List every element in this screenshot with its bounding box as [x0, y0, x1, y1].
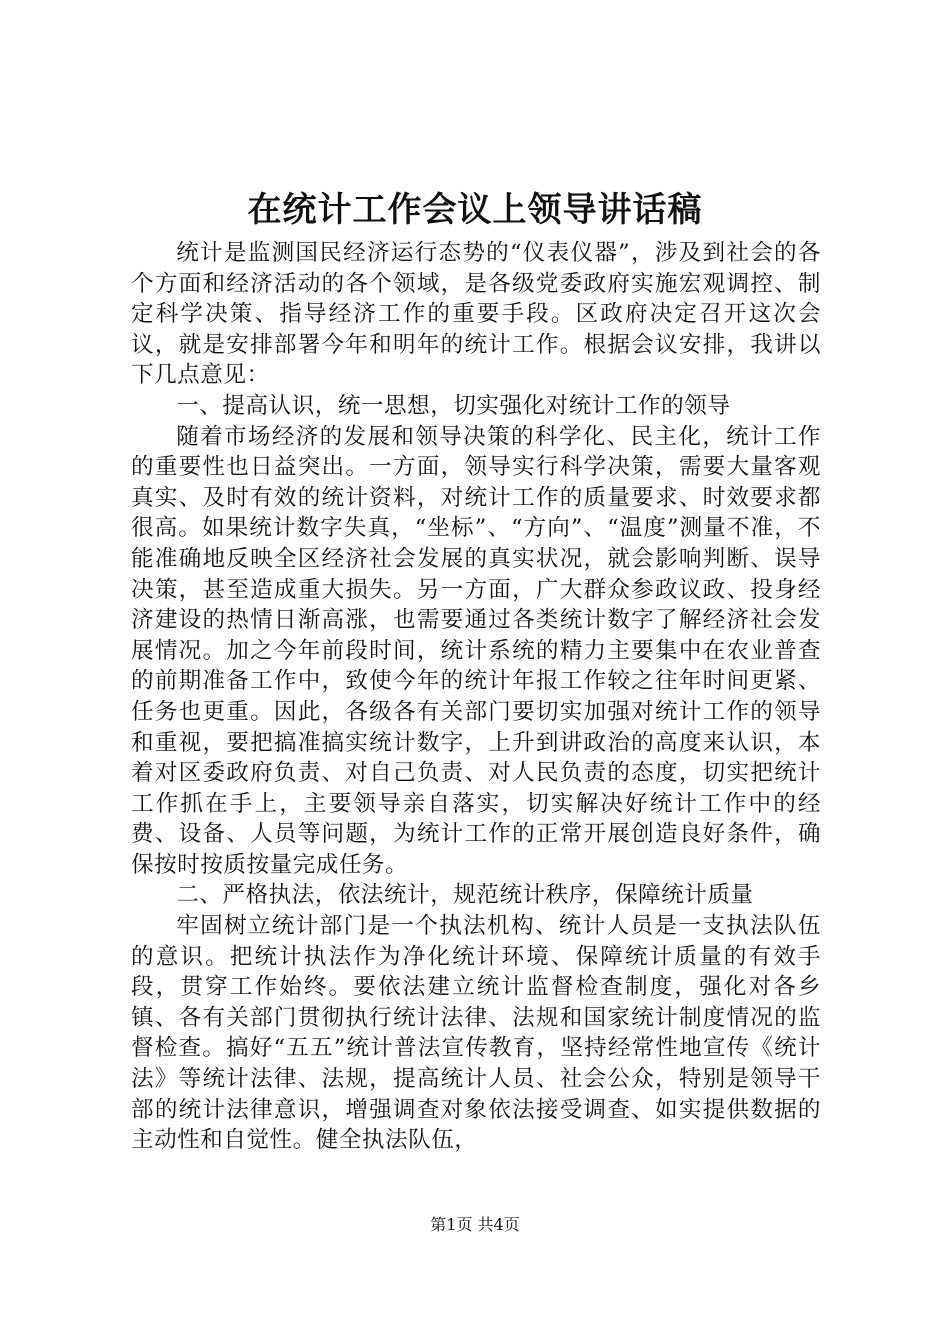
paragraph-section-2: 牢固树立统计部门是一个执法机构、统计人员是一支执法队伍的意识。把统计执法作为净化统计环境、保障统计质量的有效手段，贯穿工作始终。要依法建立统计监督检查制度，强化对各乡镇、各有关部门贯彻执行统计法律、法规和国家统计制度情况的监督检查。搞好“五五”统计普法宣传教育，坚持经常性地宣传《统计法》等统计法律、法规，提高统计人员、社会公众，特别是领导干部的统计法律意识，增强调查对象依法接受调查、如实提供数据的主动性和自觉性。健全执法队伍， [131, 913, 821, 1154]
document-body [131, 238, 821, 1156]
paragraph-section-1: 随着市场经济的发展和领导决策的科学化、民主化，统计工作的重要性也日益突出。一方面，领导实行科学决策，需要大量客观真实、及时有效的统计资料，对统计工作的质量要求、时效要求都很高。如果统计数字失真，“坐标”、“方向”、“温度”测量不准，不能准确地反映全区经济社会发展的真实状况，就会影响判断、误导决策，甚至造成重大损失。另一方面，广大群众参政议政、投身经济建设的热情日渐高涨，也需要通过各类统计数字了解经济社会发展情况。加之今年前段时间，统计系统的精力主要集中在农业普查的前期准备工作中，致使今年的统计年报工作较之往年时间更紧、任务也更重。因此，各级各有关部门要切实加强对统计工作的领导和重视，要把搞准搞实统计数字，上升到讲政治的高度来认识，本着对区委政府负责、对自己负责、对人民负责的态度，切实把统计工作抓在手上，主要领导亲自落实，切实解决好统计工作中的经费、设备、人员等问题，为统计工作的正常开展创造良好条件，确保按时按质按量完成任务。 [131, 423, 821, 878]
section-heading-1: 一、提高认识，统一思想，切实强化对统计工作的领导 [176, 392, 731, 419]
section-heading-2: 二、严格执法，依法统计，规范统计秩序，保障统计质量 [176, 882, 754, 909]
paragraph-intro: 统计是监测国民经济运行态势的“仪表仪器”，涉及到社会的各个方面和经济活动的各个领域，是各级党委政府实施宏观调控、制定科学决策、指导经济工作的重要手段。区政府决定召开这次会议，就是安排部署今年和明年的统计工作。根据会议安排，我讲以下几点意见： [131, 240, 821, 389]
document-title: 在统计工作会议上领导讲话稿 [247, 190, 703, 230]
page-number-footer: 第1页 共4页 [430, 1215, 520, 1234]
